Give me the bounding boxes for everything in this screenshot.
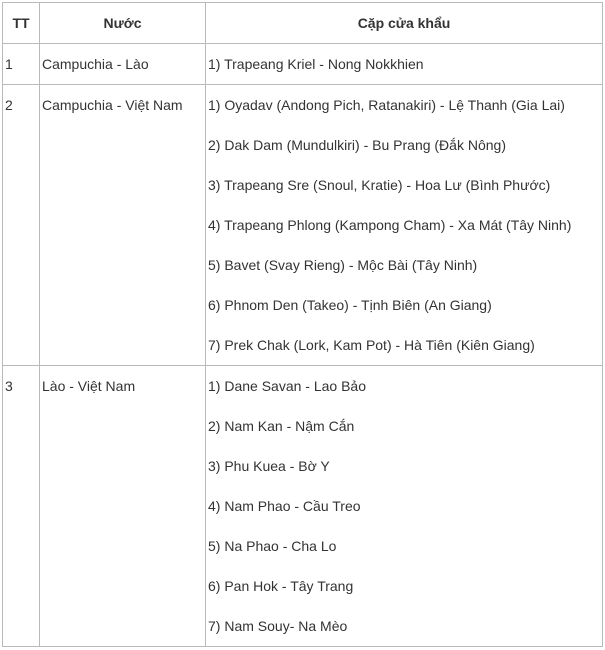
gate-pair: 4) Trapeang Phlong (Kampong Cham) - Xa Mát (Tây Ninh) xyxy=(208,217,572,233)
row-country: Campuchia - Lào xyxy=(42,56,149,72)
gate-pair: 7) Nam Souy- Na Mèo xyxy=(208,618,348,634)
gate-pair: 1) Dane Savan - Lao Bảo xyxy=(208,378,366,394)
row-number: 1 xyxy=(5,56,13,72)
gate-pair: 6) Phnom Den (Takeo) - Tịnh Biên (An Giang) xyxy=(208,297,492,313)
header-tt: TT xyxy=(3,3,40,44)
row-number: 3 xyxy=(5,378,13,394)
gate-pair: 4) Nam Phao - Cầu Treo xyxy=(208,498,361,514)
gate-pair: 2) Dak Dam (Mundulkiri) - Bu Prang (Đắk Nông) xyxy=(208,137,506,153)
gate-pair: 3) Phu Kuea - Bờ Y xyxy=(208,458,330,474)
gate-pair: 1) Oyadav (Andong Pich, Ratanakiri) - Lệ Thanh (Gia Lai) xyxy=(208,97,565,113)
gate-pair: 3) Trapeang Sre (Snoul, Kratie) - Hoa Lư (Bình Phước) xyxy=(208,177,551,193)
gate-pair: 5) Na Phao - Cha Lo xyxy=(208,538,337,554)
table-row xyxy=(3,85,603,366)
header-row xyxy=(3,3,603,44)
gate-pair: 1) Trapeang Kriel - Nong Nokkhien xyxy=(208,56,424,72)
header-pairs: Cặp cửa khẩu xyxy=(206,3,603,44)
gate-pair: 7) Prek Chak (Lork, Kam Pot) - Hà Tiên (Kiên Giang) xyxy=(208,337,535,353)
gate-pair: 5) Bavet (Svay Rieng) - Mộc Bài (Tây Ninh) xyxy=(208,257,478,273)
gate-pair: 6) Pan Hok - Tây Trang xyxy=(208,578,354,594)
border-gates-table xyxy=(2,2,603,647)
row-country: Lào - Việt Nam xyxy=(42,378,136,394)
gate-pair: 2) Nam Kan - Nậm Cắn xyxy=(208,418,355,434)
row-number: 2 xyxy=(5,97,13,113)
header-country: Nước xyxy=(40,3,206,44)
row-country: Campuchia - Việt Nam xyxy=(42,97,183,113)
table-row xyxy=(3,44,603,85)
table-row xyxy=(3,366,603,647)
